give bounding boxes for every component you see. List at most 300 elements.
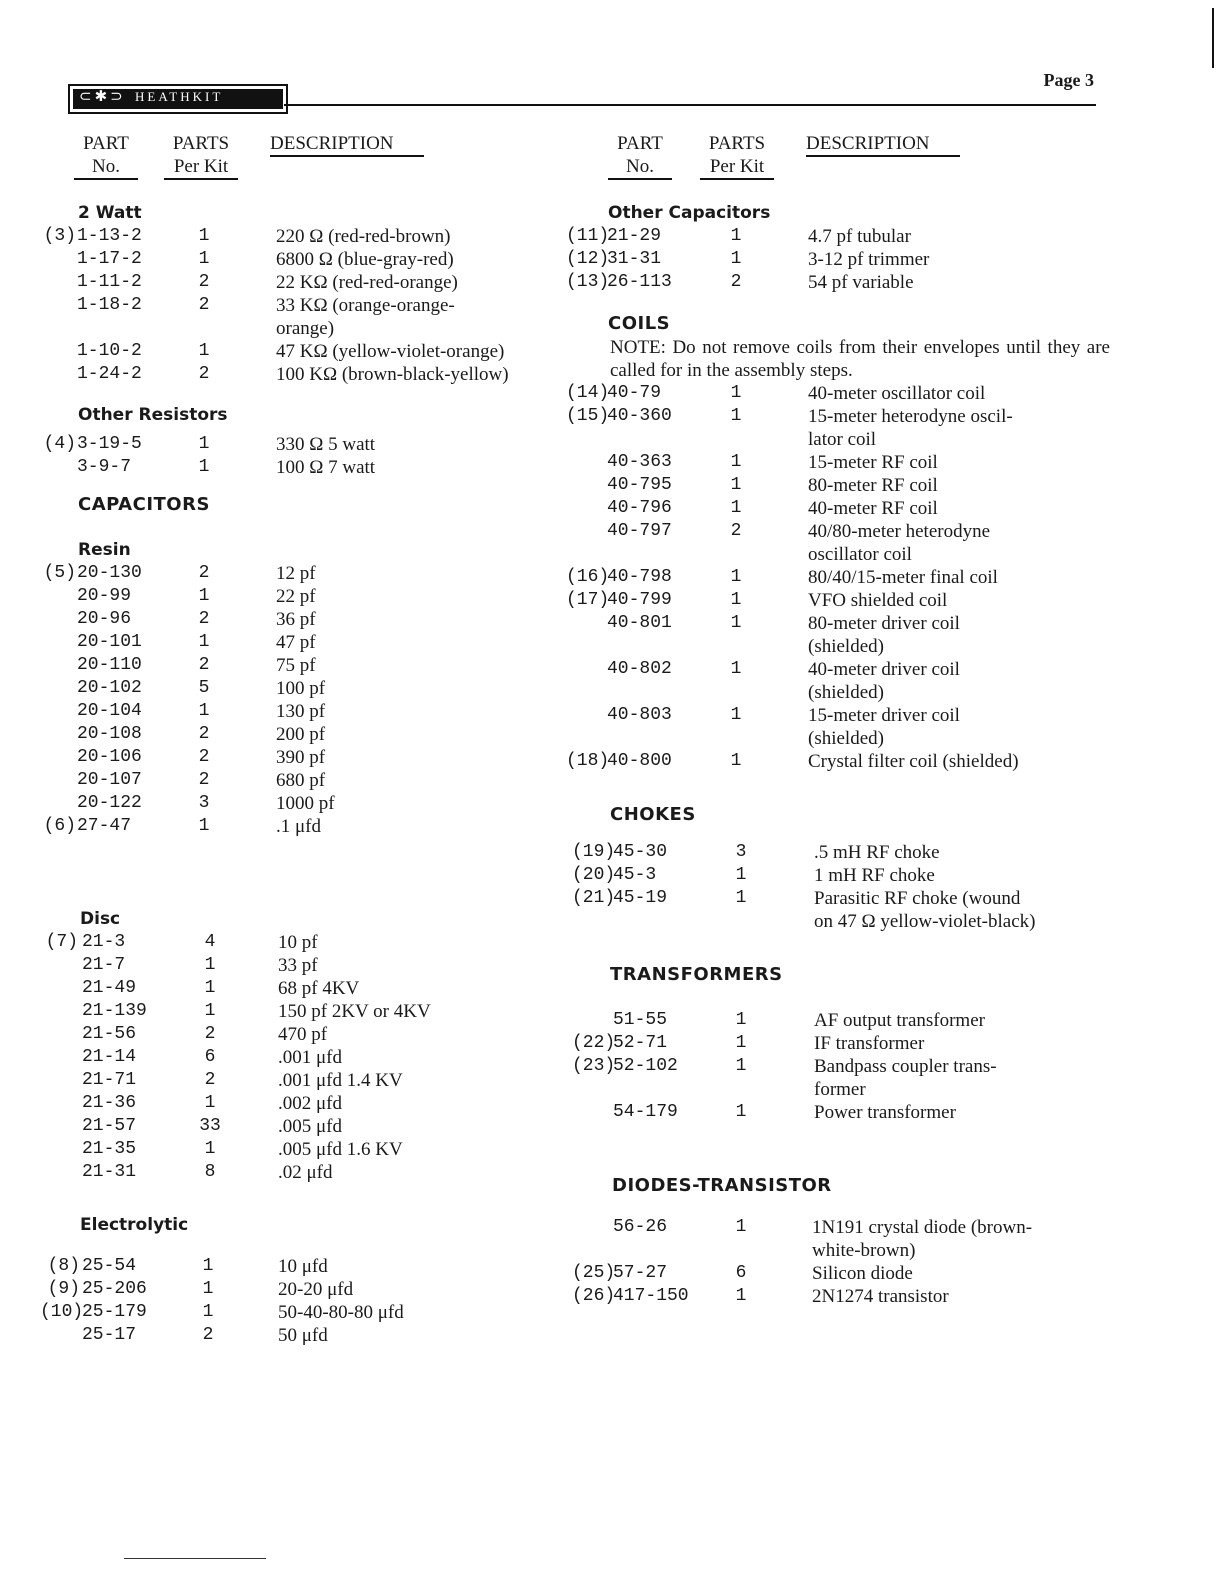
table-row xyxy=(40,433,580,456)
part-number: 40-802 xyxy=(607,659,672,679)
table-row xyxy=(40,1046,580,1069)
description: 4.7 pf tubular xyxy=(808,226,911,247)
table-row xyxy=(566,704,1126,727)
quantity: 1 xyxy=(730,498,742,518)
quantity: 1 xyxy=(730,452,742,472)
part-number: 40-796 xyxy=(607,498,672,518)
list-disc xyxy=(40,931,580,1184)
part-number: 20-106 xyxy=(77,747,142,767)
header-rule xyxy=(284,104,1096,106)
description: 15-meter driver coil xyxy=(808,705,960,726)
section-coils: COILS xyxy=(608,313,671,334)
quantity: 1 xyxy=(204,1139,216,1159)
quantity: 2 xyxy=(198,770,210,790)
table-row xyxy=(40,1161,580,1184)
part-number: 21-14 xyxy=(82,1047,137,1067)
description-continued: white-brown) xyxy=(812,1240,916,1261)
part-number: 20-110 xyxy=(77,655,142,675)
ref-number: (11) xyxy=(566,226,610,246)
description: Silicon diode xyxy=(812,1263,913,1284)
quantity: 1 xyxy=(730,226,742,246)
part-number: 40-363 xyxy=(607,452,672,472)
table-row-continuation xyxy=(566,727,1126,750)
ref-number: (22) xyxy=(572,1033,616,1053)
table-row xyxy=(40,1000,580,1023)
description: 15-meter RF coil xyxy=(808,452,938,473)
description: 100 Ω 7 watt xyxy=(276,457,376,478)
left-column xyxy=(40,132,580,1347)
table-row xyxy=(40,608,580,631)
list-coils xyxy=(566,382,1126,773)
part-number: 1-18-2 xyxy=(77,295,142,315)
list-resin xyxy=(40,562,580,838)
part-number: 54-179 xyxy=(613,1102,678,1122)
description: 1 mH RF choke xyxy=(814,865,935,886)
part-number: 40-795 xyxy=(607,475,672,495)
description: 75 pf xyxy=(276,655,316,676)
table-row-continuation xyxy=(566,428,1126,451)
part-number: 56-26 xyxy=(613,1217,668,1237)
quantity: 6 xyxy=(204,1047,216,1067)
table-row xyxy=(40,1255,580,1278)
table-row xyxy=(40,225,580,248)
table-row xyxy=(40,1138,580,1161)
ref-number: (15) xyxy=(566,406,610,426)
table-row xyxy=(40,294,580,317)
description: 68 pf 4KV xyxy=(278,978,360,999)
part-number: 20-96 xyxy=(77,609,132,629)
table-row xyxy=(40,585,580,608)
part-number: 21-56 xyxy=(82,1024,137,1044)
ref-number: (9) xyxy=(47,1279,80,1299)
table-row xyxy=(40,248,580,271)
quantity: 8 xyxy=(204,1162,216,1182)
table-row xyxy=(40,931,580,954)
table-row-continuation xyxy=(40,317,580,340)
part-number: 21-29 xyxy=(607,226,662,246)
description: 36 pf xyxy=(276,609,316,630)
description: .02 μfd xyxy=(278,1162,333,1183)
ref-number: (8) xyxy=(47,1256,80,1276)
quantity: 5 xyxy=(198,678,210,698)
table-row xyxy=(40,631,580,654)
section-other-resistors: Other Resistors xyxy=(78,405,228,425)
part-number: 21-71 xyxy=(82,1070,137,1090)
table-row xyxy=(40,456,580,479)
quantity: 1 xyxy=(730,659,742,679)
quantity: 1 xyxy=(198,816,210,836)
description-continued: (shielded) xyxy=(808,682,884,703)
table-row xyxy=(566,887,1126,910)
quantity: 1 xyxy=(735,1217,747,1237)
description: 10 μfd xyxy=(278,1256,328,1277)
quantity: 1 xyxy=(735,1033,747,1053)
ref-number: (19) xyxy=(572,842,616,862)
description-continued: (shielded) xyxy=(808,728,884,749)
table-row xyxy=(566,1262,1126,1285)
quantity: 33 xyxy=(199,1116,221,1136)
quantity: 1 xyxy=(730,613,742,633)
list-2-watt xyxy=(40,225,580,386)
section-capacitors: CAPACITORS xyxy=(78,494,210,515)
table-row xyxy=(566,271,1126,294)
part-number: 21-3 xyxy=(82,932,126,952)
part-number: 40-801 xyxy=(607,613,672,633)
part-number: 21-31 xyxy=(82,1162,137,1182)
ref-number: (7) xyxy=(45,932,78,952)
parts-per-kit-heading-right: PARTS Per Kit xyxy=(700,132,774,180)
ref-number: (4) xyxy=(43,434,76,454)
part-number: 1-13-2 xyxy=(77,226,142,246)
quantity: 1 xyxy=(198,341,210,361)
description: 150 pf 2KV or 4KV xyxy=(278,1001,431,1022)
quantity: 1 xyxy=(198,434,210,454)
ref-number: (25) xyxy=(572,1263,616,1283)
table-row xyxy=(40,654,580,677)
part-number: 40-800 xyxy=(607,751,672,771)
table-row xyxy=(40,271,580,294)
ref-number: (20) xyxy=(572,865,616,885)
part-number: 21-35 xyxy=(82,1139,137,1159)
description: 3-12 pf trimmer xyxy=(808,249,930,270)
table-row xyxy=(40,1324,580,1347)
description: 6800 Ω (blue-gray-red) xyxy=(276,249,454,270)
part-number: 31-31 xyxy=(607,249,662,269)
scan-edge-line xyxy=(1212,8,1214,68)
table-row xyxy=(40,977,580,1000)
description: Crystal filter coil (shielded) xyxy=(808,751,1019,772)
table-row xyxy=(40,769,580,792)
part-number: 20-104 xyxy=(77,701,142,721)
section-disc: Disc xyxy=(80,909,121,929)
part-number: 21-57 xyxy=(82,1116,137,1136)
quantity: 1 xyxy=(735,888,747,908)
quantity: 1 xyxy=(730,406,742,426)
description: 15-meter heterodyne oscil- xyxy=(808,406,1013,427)
table-row-continuation xyxy=(566,681,1126,704)
description: 50-40-80-80 μfd xyxy=(278,1302,404,1323)
description: 130 pf xyxy=(276,701,326,722)
table-row-continuation xyxy=(566,543,1126,566)
description: 20-20 μfd xyxy=(278,1279,354,1300)
part-number: 26-113 xyxy=(607,272,672,292)
part-number: 20-108 xyxy=(77,724,142,744)
table-row xyxy=(566,520,1126,543)
description: 80-meter driver coil xyxy=(808,613,960,634)
ref-number: (13) xyxy=(566,272,610,292)
description: 40-meter driver coil xyxy=(808,659,960,680)
part-number: 45-30 xyxy=(613,842,668,862)
table-row xyxy=(566,497,1126,520)
quantity: 1 xyxy=(204,1001,216,1021)
section-diodes-transistor: DIODES-TRANSISTOR xyxy=(612,1175,832,1196)
list-transformers xyxy=(566,1009,1126,1124)
part-number: 3-19-5 xyxy=(77,434,142,454)
parts-per-kit-heading: PARTS Per Kit xyxy=(164,132,238,180)
table-row xyxy=(566,248,1126,271)
description: 54 pf variable xyxy=(808,272,914,293)
quantity: 1 xyxy=(198,586,210,606)
quantity: 2 xyxy=(198,272,210,292)
quantity: 1 xyxy=(730,249,742,269)
quantity: 1 xyxy=(204,978,216,998)
table-row xyxy=(566,589,1126,612)
part-number: 1-10-2 xyxy=(77,341,142,361)
quantity: 2 xyxy=(198,295,210,315)
table-row xyxy=(566,382,1126,405)
description: VFO shielded coil xyxy=(808,590,948,611)
table-row xyxy=(40,1069,580,1092)
description: 330 Ω 5 watt xyxy=(276,434,376,455)
part-number: 20-130 xyxy=(77,563,142,583)
table-row xyxy=(566,1216,1126,1239)
description: 50 μfd xyxy=(278,1325,328,1346)
description: 2N1274 transistor xyxy=(812,1286,949,1307)
quantity: 2 xyxy=(730,521,742,541)
table-row xyxy=(40,954,580,977)
description-heading-right: DESCRIPTION xyxy=(806,132,960,157)
part-number: 40-797 xyxy=(607,521,672,541)
page-number: Page 3 xyxy=(1043,70,1094,90)
section-electrolytic: Electrolytic xyxy=(80,1215,189,1235)
quantity: 2 xyxy=(198,364,210,384)
quantity: 6 xyxy=(735,1263,747,1283)
quantity: 2 xyxy=(198,563,210,583)
description: 10 pf xyxy=(278,932,318,953)
heathkit-logo xyxy=(68,84,288,114)
list-diodes-transistor xyxy=(566,1216,1126,1308)
part-number: 51-55 xyxy=(613,1010,668,1030)
description: .001 μfd 1.4 KV xyxy=(278,1070,403,1091)
quantity: 1 xyxy=(735,1286,747,1306)
quantity: 3 xyxy=(198,793,210,813)
ref-number: (23) xyxy=(572,1056,616,1076)
table-row xyxy=(40,746,580,769)
ref-number: (5) xyxy=(43,563,76,583)
description: AF output transformer xyxy=(814,1010,985,1031)
part-number: 25-17 xyxy=(82,1325,137,1345)
description: .002 μfd xyxy=(278,1093,343,1114)
right-column-header xyxy=(566,132,1126,188)
description: 33 pf xyxy=(278,955,318,976)
description: .001 μfd xyxy=(278,1047,343,1068)
ref-number: (18) xyxy=(566,751,610,771)
quantity: 3 xyxy=(735,842,747,862)
description: 390 pf xyxy=(276,747,326,768)
section-transformers: TRANSFORMERS xyxy=(610,964,783,985)
description: 22 KΩ (red-red-orange) xyxy=(276,272,458,293)
quantity: 1 xyxy=(730,590,742,610)
description: 40/80-meter heterodyne xyxy=(808,521,991,542)
table-row xyxy=(566,612,1126,635)
description: 47 pf xyxy=(276,632,316,653)
quantity: 1 xyxy=(730,383,742,403)
table-row xyxy=(40,815,580,838)
table-row xyxy=(566,750,1126,773)
description-continued: lator coil xyxy=(808,429,877,450)
ref-number: (3) xyxy=(43,226,76,246)
part-number: 52-102 xyxy=(613,1056,678,1076)
table-row xyxy=(40,1092,580,1115)
quantity: 1 xyxy=(730,567,742,587)
ref-number: (21) xyxy=(572,888,616,908)
table-row xyxy=(566,658,1126,681)
part-number: 40-79 xyxy=(607,383,662,403)
part-number: 40-803 xyxy=(607,705,672,725)
ref-number: (6) xyxy=(43,816,76,836)
description-continued: oscillator coil xyxy=(808,544,912,565)
coils-note: NOTE: Do not remove coils from their envelopes until they are called for in the assembly steps. xyxy=(610,337,1110,381)
part-number: 25-54 xyxy=(82,1256,137,1276)
description-heading: DESCRIPTION xyxy=(270,132,424,157)
quantity: 1 xyxy=(735,865,747,885)
quantity: 2 xyxy=(730,272,742,292)
heathkit-emblem-icon: ⊂✱⊃ xyxy=(79,89,126,105)
part-number: 40-360 xyxy=(607,406,672,426)
section-other-capacitors: Other Capacitors xyxy=(608,203,771,223)
quantity: 2 xyxy=(198,724,210,744)
quantity: 1 xyxy=(204,1093,216,1113)
table-row xyxy=(566,1101,1126,1124)
table-row xyxy=(40,340,580,363)
part-number: 21-7 xyxy=(82,955,126,975)
description: Power transformer xyxy=(814,1102,956,1123)
description: 33 KΩ (orange-orange- xyxy=(276,295,455,316)
table-row xyxy=(566,1285,1126,1308)
part-number: 20-107 xyxy=(77,770,142,790)
table-row xyxy=(566,1009,1126,1032)
description: .5 mH RF choke xyxy=(814,842,940,863)
part-no-heading-right: PART No. xyxy=(608,132,672,180)
description: 1000 pf xyxy=(276,793,335,814)
part-number: 1-24-2 xyxy=(77,364,142,384)
quantity: 1 xyxy=(730,475,742,495)
quantity: 1 xyxy=(198,701,210,721)
left-column-header xyxy=(40,132,580,188)
table-row xyxy=(40,1115,580,1138)
description: .005 μfd xyxy=(278,1116,343,1137)
part-number: 20-101 xyxy=(77,632,142,652)
description: Bandpass coupler trans- xyxy=(814,1056,997,1077)
part-number: 20-99 xyxy=(77,586,132,606)
description-continued: (shielded) xyxy=(808,636,884,657)
quantity: 4 xyxy=(204,932,216,952)
ref-number: (10) xyxy=(40,1302,84,1322)
ref-number: (16) xyxy=(566,567,610,587)
description: 80/40/15-meter final coil xyxy=(808,567,998,588)
section-resin: Resin xyxy=(78,540,131,560)
description: 100 KΩ (brown-black-yellow) xyxy=(276,364,509,385)
quantity: 1 xyxy=(730,751,742,771)
table-row xyxy=(40,792,580,815)
table-row xyxy=(40,677,580,700)
part-number: 57-27 xyxy=(613,1263,668,1283)
quantity: 1 xyxy=(198,226,210,246)
table-row xyxy=(566,841,1126,864)
logo-plate xyxy=(73,89,283,109)
table-row xyxy=(566,1055,1126,1078)
quantity: 2 xyxy=(204,1024,216,1044)
part-number: 45-19 xyxy=(613,888,668,908)
ref-number: (12) xyxy=(566,249,610,269)
table-row xyxy=(40,1301,580,1324)
ref-number: (17) xyxy=(566,590,610,610)
part-number: 1-11-2 xyxy=(77,272,142,292)
table-row xyxy=(566,225,1126,248)
part-number: 40-798 xyxy=(607,567,672,587)
quantity: 2 xyxy=(198,747,210,767)
description: 200 pf xyxy=(276,724,326,745)
section-chokes: CHOKES xyxy=(610,804,696,825)
quantity: 1 xyxy=(735,1056,747,1076)
table-row xyxy=(40,1023,580,1046)
ref-number: (26) xyxy=(572,1286,616,1306)
part-number: 1-17-2 xyxy=(77,249,142,269)
description-continued: former xyxy=(814,1079,866,1100)
description: 40-meter oscillator coil xyxy=(808,383,986,404)
description: 680 pf xyxy=(276,770,326,791)
quantity: 2 xyxy=(202,1325,214,1345)
part-number: 417-150 xyxy=(613,1286,689,1306)
part-number: 45-3 xyxy=(613,865,657,885)
description-continued: on 47 Ω yellow-violet-black) xyxy=(814,911,1036,932)
description: 80-meter RF coil xyxy=(808,475,938,496)
quantity: 1 xyxy=(735,1102,747,1122)
table-row xyxy=(40,562,580,585)
table-row-continuation xyxy=(566,1078,1126,1101)
quantity: 1 xyxy=(198,457,210,477)
description: 1N191 crystal diode (brown- xyxy=(812,1217,1033,1238)
table-row xyxy=(40,363,580,386)
description: .1 μfd xyxy=(276,816,322,837)
table-row xyxy=(566,405,1126,428)
part-number: 21-139 xyxy=(82,1001,147,1021)
description: 22 pf xyxy=(276,586,316,607)
part-number: 21-49 xyxy=(82,978,137,998)
footer-rule xyxy=(124,1558,266,1559)
ref-number: (14) xyxy=(566,383,610,403)
description: 470 pf xyxy=(278,1024,328,1045)
part-number: 20-102 xyxy=(77,678,142,698)
part-no-heading: PART No. xyxy=(74,132,138,180)
part-number: 27-47 xyxy=(77,816,132,836)
part-number: 52-71 xyxy=(613,1033,668,1053)
part-number: 3-9-7 xyxy=(77,457,132,477)
description: 100 pf xyxy=(276,678,326,699)
part-number: 25-179 xyxy=(82,1302,147,1322)
quantity: 2 xyxy=(204,1070,216,1090)
quantity: 1 xyxy=(198,249,210,269)
right-column xyxy=(566,132,1126,1308)
description: 12 pf xyxy=(276,563,316,584)
quantity: 1 xyxy=(202,1279,214,1299)
table-row-continuation xyxy=(566,910,1126,933)
description: Parasitic RF choke (wound xyxy=(814,888,1021,909)
table-row xyxy=(40,700,580,723)
logo-text: HEATHKIT xyxy=(135,89,224,104)
quantity: 1 xyxy=(735,1010,747,1030)
table-row xyxy=(40,723,580,746)
list-other-capacitors xyxy=(566,225,1126,294)
description: IF transformer xyxy=(814,1033,925,1054)
part-number: 25-206 xyxy=(82,1279,147,1299)
part-number: 21-36 xyxy=(82,1093,137,1113)
table-row-continuation xyxy=(566,1239,1126,1262)
table-row xyxy=(40,1278,580,1301)
description: 40-meter RF coil xyxy=(808,498,938,519)
part-number: 20-122 xyxy=(77,793,142,813)
section-2-watt: 2 Watt xyxy=(78,203,142,223)
